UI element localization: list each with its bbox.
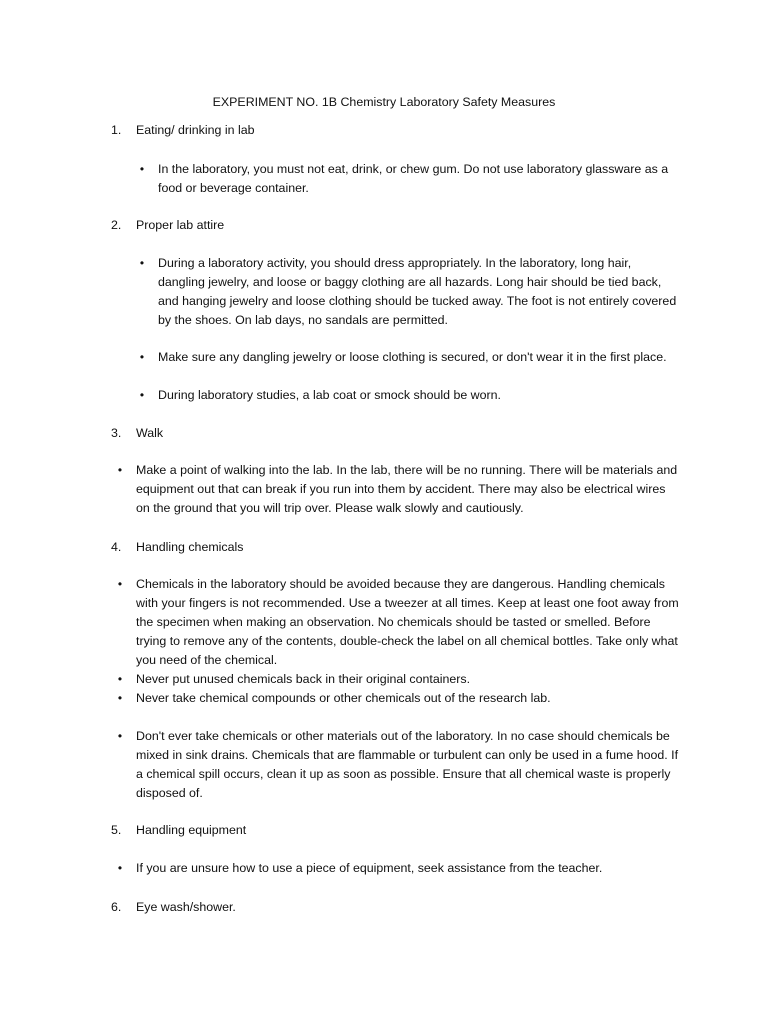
bullet-text: Never put unused chemicals back in their original containers. [136,672,471,686]
bullet-item [117,689,681,708]
bullet-text: Don't ever take chemicals or other materials out of the laboratory. In no case should chemicals be mixed in sink drains. Chemicals that are flammable or turbulent can only be used in a fume hood. If a chemical spill occurs, clean it up as soon as possible. Ensure that all chemical waste is properly disposed of. [136,729,679,800]
section-heading-4 [111,538,243,557]
section-heading-1 [111,121,254,140]
bullet-dot-icon: • [139,350,145,364]
bullet-item [139,254,678,330]
bullet-item [117,727,681,803]
bullet-text: In the laboratory, you must not eat, drink, or chew gum. Do not use laboratory glassware as a food or beverage container. [158,162,669,195]
bullet-item [139,160,678,198]
section-heading-3 [111,424,163,443]
bullet-dot-icon: • [117,577,123,591]
bullet-dot-icon: • [117,672,123,686]
section-title: Handling equipment [136,823,247,837]
bullet-text: Make a point of walking into the lab. In the lab, there will be no running. There will be materials and equipment out that can break if you run into them by accident. There may also be electrical wires on the ground that you will trip over. Please walk slowly and cautiously. [136,463,678,515]
bullet-item [117,859,681,878]
bullet-dot-icon: • [139,162,145,176]
bullet-text: During a laboratory activity, you should dress appropriately. In the laboratory, long hair, dangling jewelry, and loose or baggy clothing are all hazards. Long hair should be tied back, and hanging jewelry and loose clothing should be tucked away. The foot is not entirely covered by the shoes. On lab days, no sandals are permitted. [158,256,677,327]
bullet-item [139,386,678,405]
bullet-dot-icon: • [139,256,145,270]
section-heading-6 [111,898,236,917]
section-number: 4. [111,540,122,554]
bullet-dot-icon: • [117,691,123,705]
section-heading-5 [111,821,246,840]
section-title: Eye wash/shower. [136,900,236,914]
bullet-text: If you are unsure how to use a piece of equipment, seek assistance from the teacher. [136,861,603,875]
section-number: 2. [111,218,122,232]
bullet-item [117,461,681,518]
section-heading-2 [111,216,224,235]
section-title: Handling chemicals [136,540,244,554]
bullet-dot-icon: • [139,388,145,402]
section-number: 3. [111,426,122,440]
bullet-text: Chemicals in the laboratory should be avoided because they are dangerous. Handling chemicals with your fingers is not recommended. Use a tweezer at all times. Keep at least one foot away from the specimen when making an observation. No chemicals should be tasted or smelled. Before trying to remove any of the contents, double-check the label on all chemical bottles. Take only what you need of the chemical. [136,577,679,667]
bullet-dot-icon: • [117,729,123,743]
bullet-dot-icon: • [117,861,123,875]
section-title: Walk [136,426,164,440]
bullet-text: Never take chemical compounds or other chemicals out of the research lab. [136,691,551,705]
bullet-dot-icon: • [117,463,123,477]
bullet-text: Make sure any dangling jewelry or loose clothing is secured, or don't wear it in the first place. [158,350,667,364]
bullet-item [117,670,681,689]
section-number: 6. [111,900,122,914]
section-title: Proper lab attire [136,218,225,232]
bullet-item [117,575,681,670]
document-title: EXPERIMENT NO. 1B Chemistry Laboratory Safety Measures [212,95,556,109]
section-title: Eating/ drinking in lab [136,123,255,137]
section-number: 5. [111,823,122,837]
bullet-text: During laboratory studies, a lab coat or smock should be worn. [158,388,501,402]
bullet-item [139,348,678,367]
section-number: 1. [111,123,122,137]
